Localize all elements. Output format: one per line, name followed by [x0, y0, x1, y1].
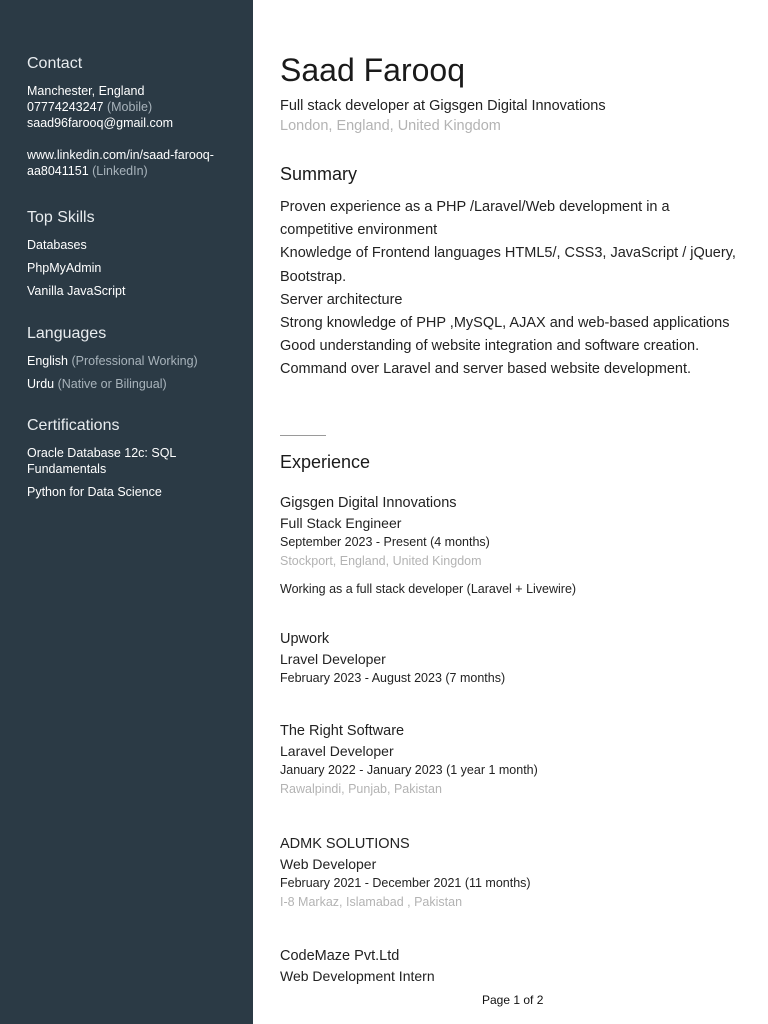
profile-location: London, England, United Kingdom — [280, 118, 501, 134]
contact-linkedin-line2[interactable]: aa8041151 — [27, 164, 89, 178]
sidebar — [0, 0, 253, 1024]
language-level: (Professional Working) — [71, 354, 198, 368]
skills-heading: Top Skills — [27, 209, 95, 226]
language-name: Urdu — [27, 377, 55, 391]
page-number: Page 1 of 2 — [482, 993, 544, 1007]
language-item — [27, 353, 239, 369]
job-title: Laravel Developer — [280, 743, 394, 759]
contact-heading: Contact — [27, 55, 83, 72]
job-dates: January 2022 - January 2023 (1 year 1 month) — [280, 763, 538, 777]
summary-heading: Summary — [280, 164, 358, 184]
contact-section — [27, 55, 239, 179]
summary-line: Good understanding of website integration and software creation. — [280, 338, 700, 355]
certification-item-line2: Fundamentals — [27, 462, 107, 476]
section-divider — [280, 435, 326, 436]
contact-phone-type: (Mobile) — [106, 100, 153, 114]
certification-item-line1: Python for Data Science — [27, 485, 162, 499]
contact-linkedin-line2-wrap — [27, 163, 239, 179]
contact-location: Manchester, England — [27, 84, 145, 98]
job-title: Lravel Developer — [280, 651, 386, 667]
job-description: Working as a full stack developer (Laravel + Livewire) — [280, 582, 577, 596]
language-level: (Native or Bilingual) — [57, 377, 167, 391]
job-location: I-8 Markaz, Islamabad , Pakistan — [280, 895, 463, 909]
language-name: English — [27, 354, 68, 368]
certifications-heading: Certifications — [27, 417, 120, 434]
job-entry — [280, 946, 740, 986]
job-dates: February 2023 - August 2023 (7 months) — [280, 671, 506, 685]
profile-headline: Full stack developer at Gigsgen Digital Innovations — [280, 98, 606, 114]
certification-item-line1: Oracle Database 12c: SQL — [27, 446, 177, 460]
job-company: The Right Software — [280, 723, 405, 739]
certifications-section — [27, 417, 239, 500]
summary-line: Server architecture — [280, 291, 403, 308]
languages-heading: Languages — [27, 325, 107, 342]
contact-phone: 07774243247 — [27, 100, 104, 114]
job-title: Web Development Intern — [280, 968, 435, 984]
job-dates: September 2023 - Present (4 months) — [280, 535, 490, 549]
job-dates: February 2021 - December 2021 (11 months) — [280, 876, 531, 890]
contact-linkedin-type: (LinkedIn) — [92, 164, 148, 178]
skill-item: Vanilla JavaScript — [27, 284, 126, 298]
job-company: Gigsgen Digital Innovations — [280, 495, 457, 511]
summary-line: Proven experience as a PHP /Laravel/Web development in a competitive environment — [280, 199, 670, 239]
experience-heading: Experience — [280, 452, 371, 472]
job-entry — [280, 834, 740, 911]
job-company: ADMK SOLUTIONS — [280, 836, 410, 852]
summary-text — [280, 196, 740, 382]
summary-line: Knowledge of Frontend languages HTML5/, CSS3, JavaScript / jQuery, Bootstrap. — [280, 245, 736, 285]
languages-section — [27, 325, 239, 392]
language-item — [27, 376, 239, 392]
skill-item: Databases — [27, 238, 87, 252]
job-company: Upwork — [280, 631, 330, 647]
job-title: Web Developer — [280, 856, 377, 872]
job-entry — [280, 629, 740, 688]
contact-linkedin-line1[interactable]: www.linkedin.com/in/saad-farooq- — [27, 148, 214, 162]
summary-line: Command over Laravel and server based website development. — [280, 361, 692, 378]
job-entry — [280, 493, 740, 598]
job-title: Full Stack Engineer — [280, 515, 402, 531]
profile-name: Saad Farooq — [280, 52, 466, 88]
job-company: CodeMaze Pvt.Ltd — [280, 948, 400, 964]
summary-line: Strong knowledge of PHP ,MySQL, AJAX and web-based applications — [280, 315, 730, 332]
skill-item: PhpMyAdmin — [27, 261, 102, 275]
contact-email[interactable]: saad96farooq@gmail.com — [27, 116, 174, 130]
job-location: Stockport, England, United Kingdom — [280, 554, 482, 568]
job-location: Rawalpindi, Punjab, Pakistan — [280, 782, 442, 796]
skills-section — [27, 209, 239, 299]
contact-phone-line — [27, 99, 239, 115]
job-entry — [280, 721, 740, 798]
